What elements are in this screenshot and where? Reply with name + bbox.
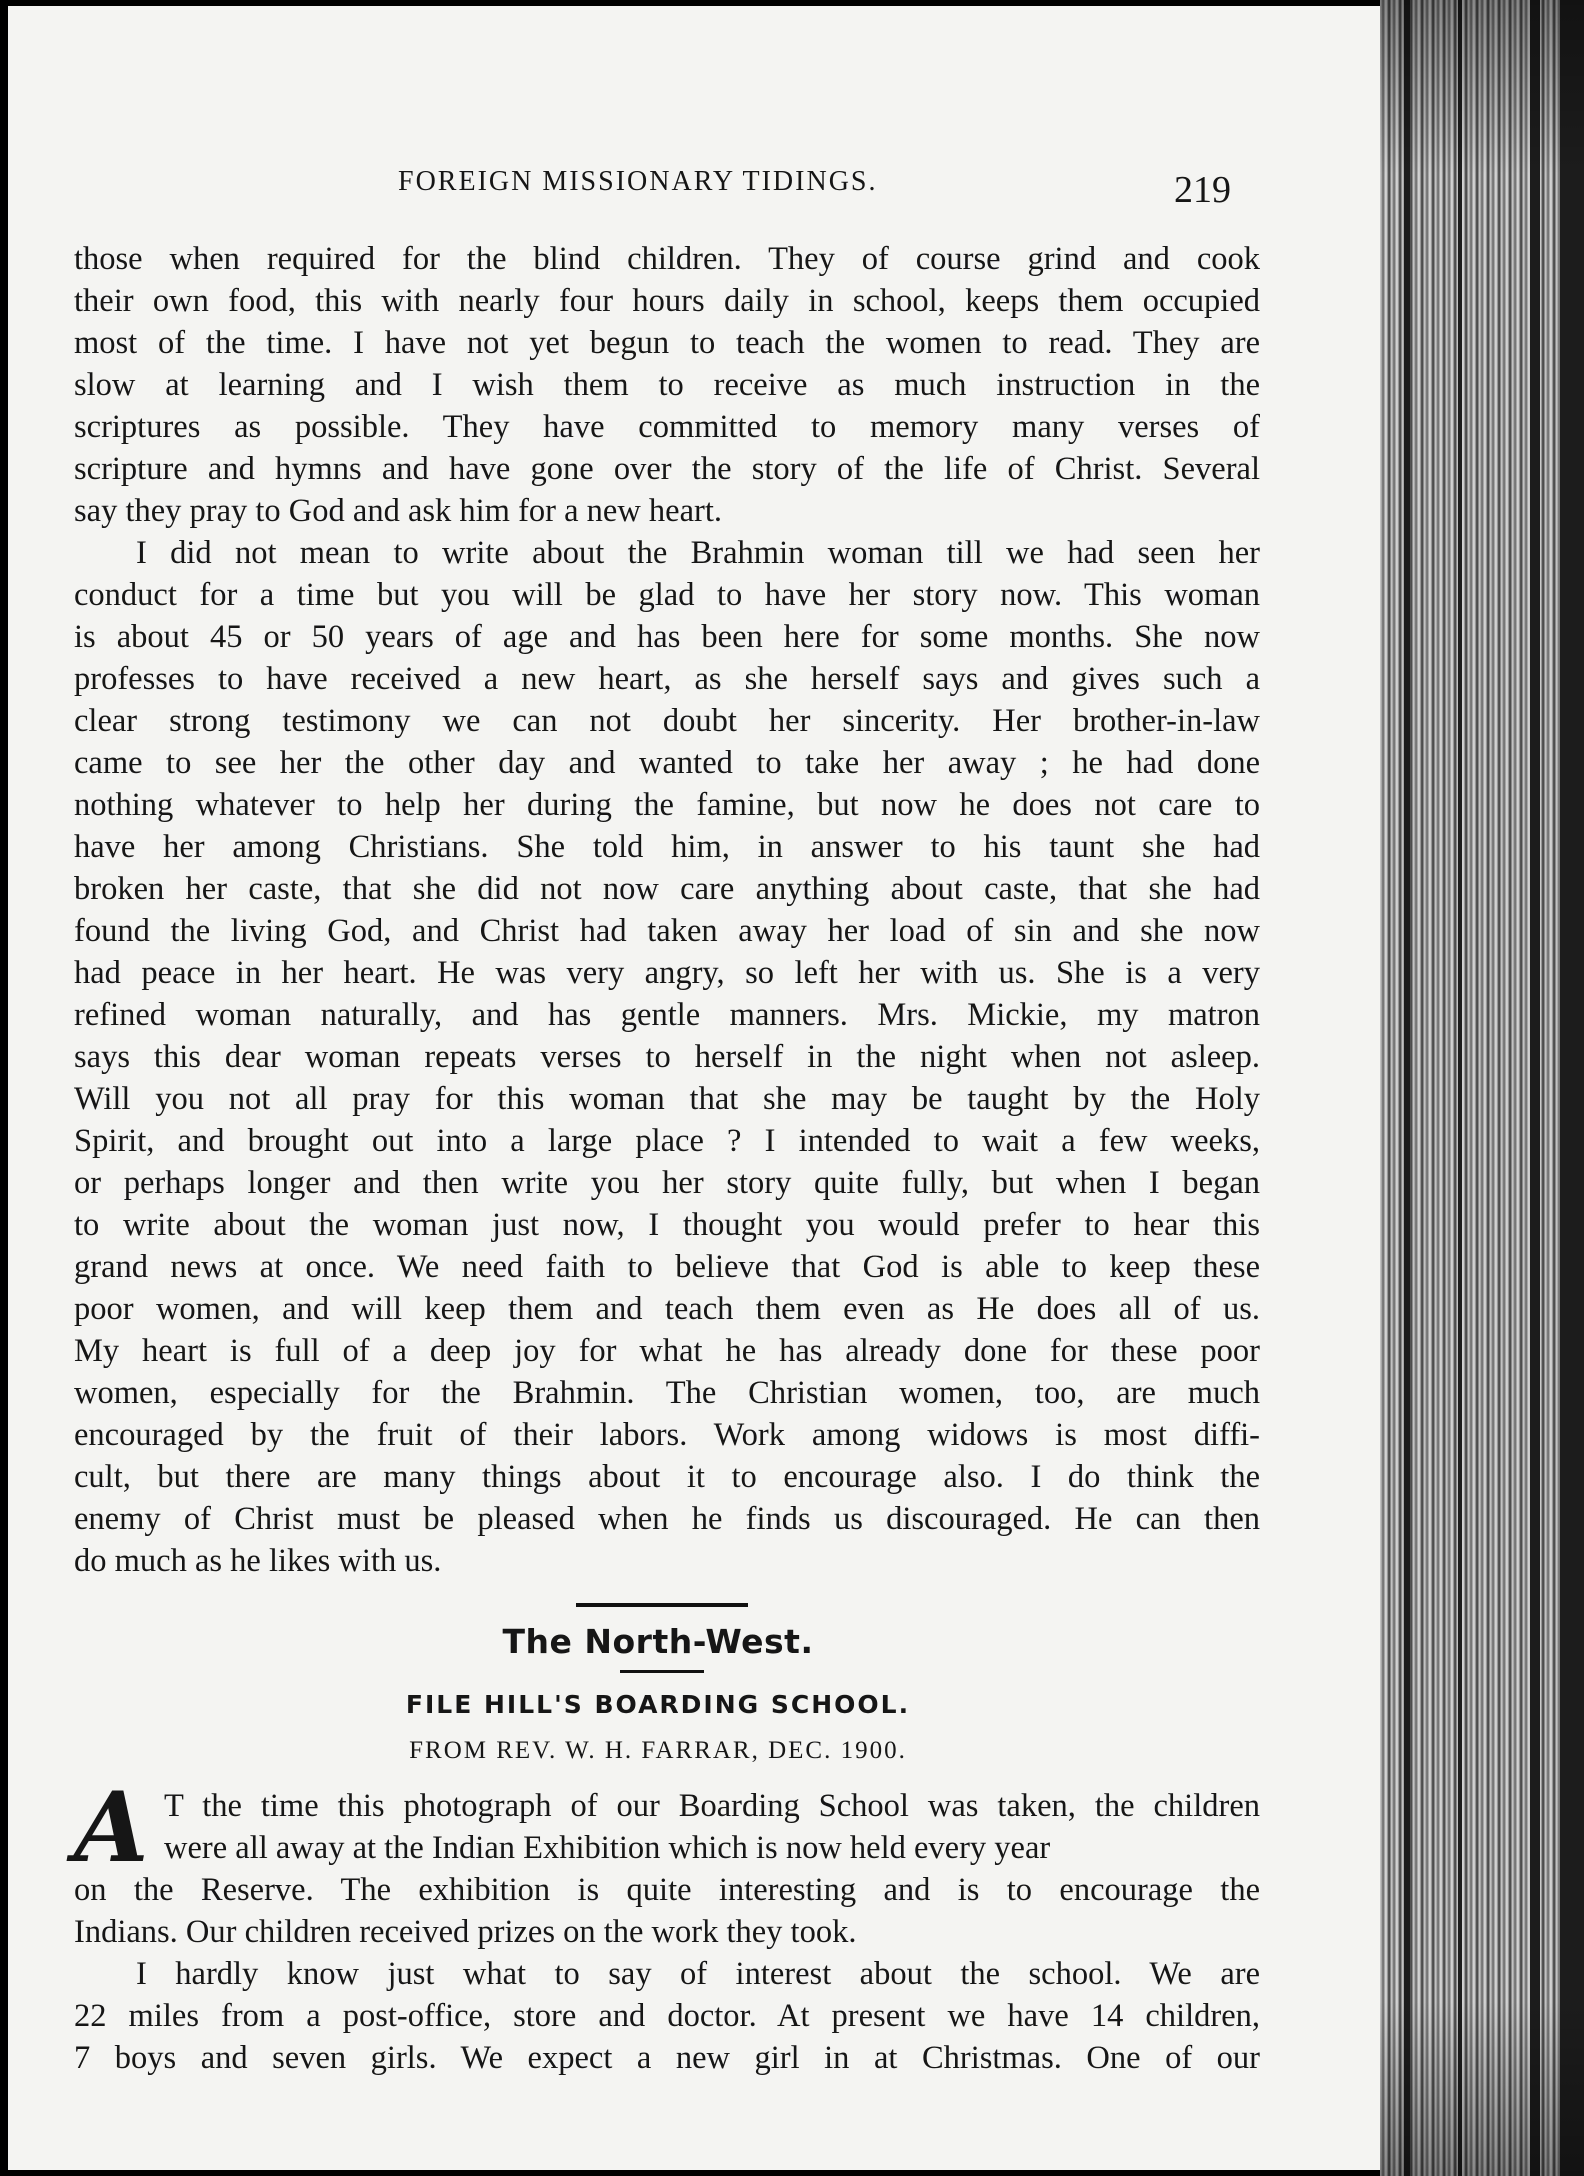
section-title: The North-West. — [502, 1622, 814, 1661]
body-line: nothing whatever to help her during the famine, but now he does not care to — [74, 787, 1260, 823]
body-line: have her among Christians. She told him, in answer to his taunt she had — [74, 829, 1260, 865]
body-line: found the living God, and Christ had taken away her load of sin and she now — [74, 913, 1260, 949]
body-line: Will you not all pray for this woman that she may be taught by the Holy — [74, 1081, 1260, 1117]
article-line: on the Reserve. The exhibition is quite interesting and is to encourage the — [74, 1872, 1260, 1908]
body-line: do much as he likes with us. — [74, 1543, 442, 1579]
body-line: scriptures as possible. They have committed to memory many verses of — [74, 409, 1260, 445]
body-line: their own food, this with nearly four hours daily in school, keeps them occupied — [74, 283, 1260, 319]
article-line: Indians. Our children received prizes on the work they took. — [74, 1914, 857, 1950]
body-line: clear strong testimony we can not doubt her sincerity. Her brother-in-law — [74, 703, 1260, 739]
body-line: most of the time. I have not yet begun to teach the women to read. They are — [74, 325, 1260, 361]
page-number: 219 — [1174, 169, 1231, 211]
body-line: enemy of Christ must be pleased when he finds us discouraged. He can then — [74, 1501, 1260, 1537]
body-line: came to see her the other day and wanted to take her away ; he had done — [74, 745, 1260, 781]
body-line: scripture and hymns and have gone over the story of the life of Christ. Several — [74, 451, 1260, 487]
body-line: broken her caste, that she did not now care anything about caste, that she had — [74, 871, 1260, 907]
body-line: slow at learning and I wish them to receive as much instruction in the — [74, 367, 1260, 403]
body-line: says this dear woman repeats verses to herself in the night when not asleep. — [74, 1039, 1260, 1075]
article-line: were all away at the Indian Exhibition which is now held every year — [164, 1830, 1051, 1866]
edge-shading — [1380, 0, 1584, 2176]
body-line: conduct for a time but you will be glad to have her story now. This woman — [74, 577, 1260, 613]
body-line: professes to have received a new heart, as she herself says and gives such a — [74, 661, 1260, 697]
body-line: poor women, and will keep them and teach them even as He does all of us. — [74, 1291, 1260, 1327]
page-sheet — [8, 6, 1380, 2170]
body-line: to write about the woman just now, I thought you would prefer to hear this — [74, 1207, 1260, 1243]
body-line: My heart is full of a deep joy for what he has already done for these poor — [74, 1333, 1260, 1369]
byline: FROM REV. W. H. FARRAR, DEC. 1900. — [409, 1737, 907, 1764]
running-head: FOREIGN MISSIONARY TIDINGS. — [398, 166, 878, 197]
article-line: 22 miles from a post-office, store and doctor. At present we have 14 children, — [74, 1998, 1260, 2034]
body-line: cult, but there are many things about it to encourage also. I do think the — [74, 1459, 1260, 1495]
title-divider — [620, 1670, 704, 1673]
body-line: is about 45 or 50 years of age and has been here for some months. She now — [74, 619, 1260, 655]
body-line: refined woman naturally, and has gentle manners. Mrs. Mickie, my matron — [74, 997, 1260, 1033]
article-line: T the time this photograph of our Boarding School was taken, the children — [164, 1788, 1260, 1824]
body-line: had peace in her heart. He was very angry, so left her with us. She is a very — [74, 955, 1260, 991]
body-line: or perhaps longer and then write you her story quite fully, but when I began — [74, 1165, 1260, 1201]
body-line: grand news at once. We need faith to believe that God is able to keep these — [74, 1249, 1260, 1285]
body-line: I did not mean to write about the Brahmin woman till we had seen her — [136, 535, 1260, 571]
body-line: women, especially for the Brahmin. The Christian women, too, are much — [74, 1375, 1260, 1411]
body-line: encouraged by the fruit of their labors. Work among widows is most diffi- — [74, 1417, 1260, 1453]
body-line: Spirit, and brought out into a large place ? I intended to wait a few weeks, — [74, 1123, 1260, 1159]
article-line: 7 boys and seven girls. We expect a new girl in at Christmas. One of our — [74, 2040, 1260, 2076]
section-divider — [576, 1603, 748, 1607]
book-page-edges — [1380, 0, 1584, 2176]
body-line: say they pray to God and ask him for a new heart. — [74, 493, 723, 529]
drop-cap: A — [74, 1771, 149, 1884]
article-title: FILE HILL'S BOARDING SCHOOL. — [405, 1690, 911, 1719]
article-line: I hardly know just what to say of interest about the school. We are — [136, 1956, 1260, 1992]
body-line: those when required for the blind children. They of course grind and cook — [74, 241, 1260, 277]
